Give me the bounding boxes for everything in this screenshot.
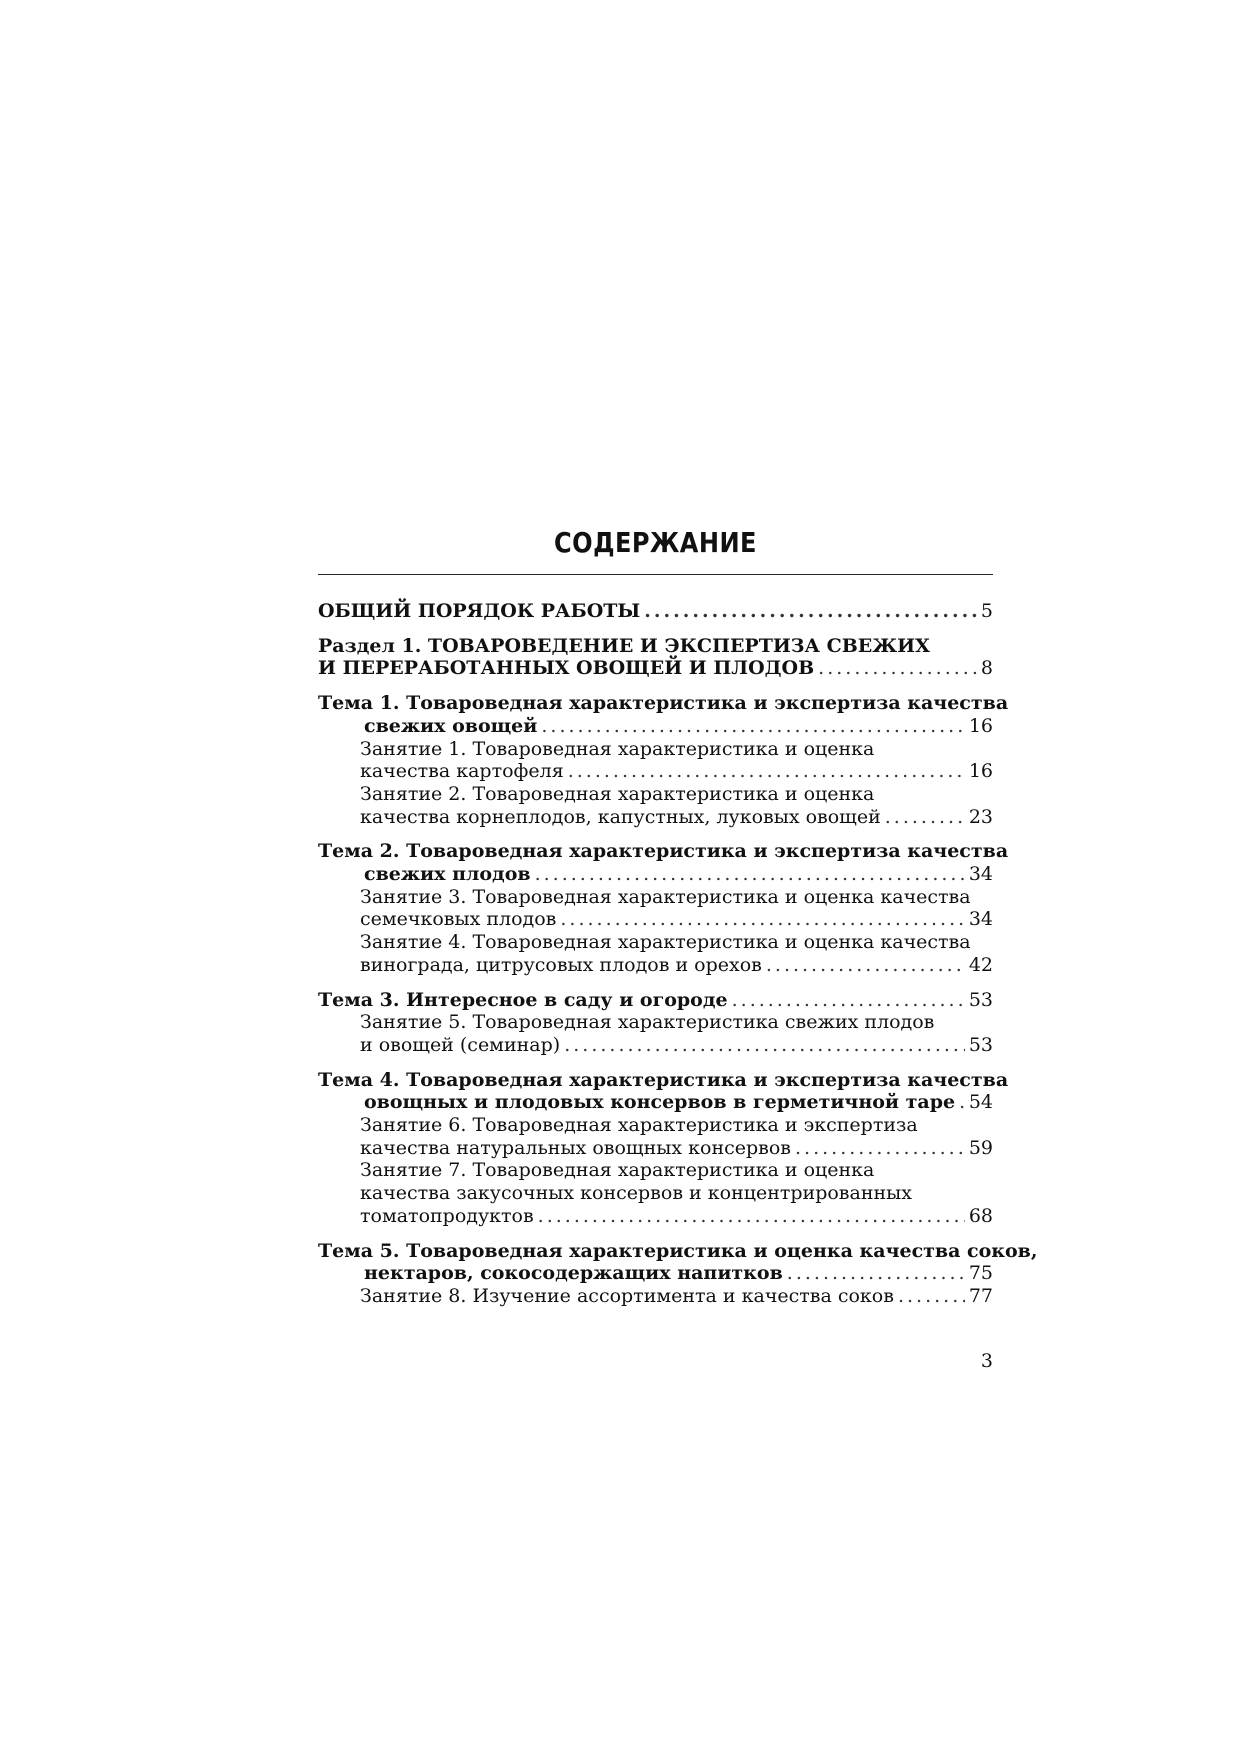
toc-entry-title: качества картофеля	[360, 760, 564, 783]
dot-leader	[538, 1205, 965, 1228]
toc-subentry[interactable]	[318, 783, 993, 806]
toc-entry-continuation[interactable]	[318, 1262, 993, 1285]
toc-entry-title: И ПЕРЕРАБОТАННЫХ ОВОЩЕЙ И ПЛОДОВ	[318, 657, 815, 680]
dot-leader	[732, 989, 965, 1012]
toc-entry-title: Тема 1. Товароведная характеристика и экспертиза качества	[318, 692, 1009, 715]
toc-subentry-continuation[interactable]	[318, 806, 993, 829]
toc-entry[interactable]	[318, 989, 993, 1012]
toc-section-topic-2	[318, 840, 1009, 976]
toc-section-topic-1	[318, 692, 1009, 828]
toc-subentry[interactable]	[318, 1285, 993, 1308]
toc-section-topic-3	[318, 989, 993, 1057]
dot-leader	[644, 600, 977, 623]
toc-entry-continuation[interactable]	[318, 863, 993, 886]
toc-entry-continuation[interactable]	[318, 657, 993, 680]
toc-entry-page: 75	[968, 1262, 993, 1285]
toc-subentry[interactable]	[318, 738, 993, 761]
dot-leader	[535, 863, 965, 886]
toc-entry-title: Занятие 5. Товароведная характеристика свежих плодов	[360, 1011, 935, 1034]
dot-leader	[898, 1285, 965, 1308]
toc-entry-page: 59	[968, 1136, 993, 1159]
toc-entry-title: Тема 5. Товароведная характеристика и оценка качества соков,	[318, 1239, 1038, 1262]
toc-subentry[interactable]	[318, 931, 993, 954]
toc-entry[interactable]	[318, 635, 993, 658]
toc-entry-title: Занятие 1. Товароведная характеристика и оценка	[360, 737, 875, 760]
toc-entry-title: свежих овощей	[364, 714, 538, 737]
dot-leader	[959, 1091, 965, 1114]
toc-entry-page: 16	[968, 714, 993, 737]
toc-entry-title: качества корнеплодов, капустных, луковых овощей	[360, 805, 881, 828]
toc-entry-page: 54	[968, 1091, 993, 1114]
toc-entry-page: 5	[980, 600, 993, 622]
toc-entry[interactable]	[318, 1239, 1038, 1263]
toc-entry-title: Тема 4. Товароведная характеристика и экспертиза качества	[318, 1068, 1009, 1091]
page-number: 3	[980, 1350, 993, 1372]
toc-entry-title: томатопродуктов	[360, 1204, 534, 1227]
toc-entry-title: нектаров, сокосодержащих напитков	[364, 1262, 783, 1285]
toc-entry-title: и овощей (семинар)	[360, 1033, 561, 1056]
toc-subentry[interactable]	[318, 1159, 993, 1182]
toc-entry-page: 34	[968, 863, 993, 886]
toc-subentry-continuation[interactable]	[318, 1137, 993, 1160]
toc-entry-page: 53	[968, 1033, 993, 1056]
toc-entry-page: 23	[968, 805, 993, 828]
toc-subentry-continuation[interactable]	[318, 908, 993, 931]
toc-entry-page: 16	[968, 760, 993, 783]
toc-entry-title: семечковых плодов	[360, 908, 557, 931]
toc-entry[interactable]	[318, 840, 1009, 863]
toc-entry-title: Занятие 4. Товароведная характеристика и оценка качества	[360, 931, 971, 954]
toc-entry-continuation[interactable]	[318, 1091, 993, 1114]
dot-leader	[766, 954, 965, 977]
toc-entry-page: 42	[968, 953, 993, 976]
toc-subentry-continuation[interactable]	[318, 1205, 993, 1228]
toc-entry-title: ОБЩИЙ ПОРЯДОК РАБОТЫ	[318, 600, 641, 622]
dot-leader	[787, 1262, 965, 1285]
dot-leader	[885, 806, 965, 829]
toc-subentry-continuation[interactable]	[318, 1034, 993, 1057]
toc-entry-title: Занятие 8. Изучение ассортимента и качества соков	[360, 1284, 894, 1307]
toc-entry-title: свежих плодов	[364, 863, 531, 886]
toc-entry-title: Раздел 1. ТОВАРОВЕДЕНИЕ И ЭКСПЕРТИЗА СВЕЖИХ	[318, 634, 930, 657]
toc-entry-title: Занятие 3. Товароведная характеристика и оценка качества	[360, 885, 971, 908]
toc-entry-title: овощных и плодовых консервов в герметичной таре	[364, 1091, 956, 1114]
dot-leader	[818, 657, 977, 680]
toc-entry-title: Занятие 7. Товароведная характеристика и оценка	[360, 1159, 875, 1182]
toc-entry[interactable]	[318, 1068, 1009, 1092]
toc-entry-title: Занятие 2. Товароведная характеристика и оценка	[360, 782, 875, 805]
toc-subentry[interactable]	[318, 886, 993, 909]
dot-leader	[564, 1034, 965, 1057]
toc-entry-page: 53	[968, 988, 993, 1011]
toc-section-part-1	[318, 635, 993, 680]
toc-entry-page: 8	[980, 657, 993, 680]
toc-entry-continuation[interactable]	[318, 715, 993, 738]
page-title: СОДЕРЖАНИЕ	[554, 526, 757, 559]
dot-leader	[568, 760, 965, 783]
toc-subentry[interactable]	[318, 1114, 993, 1137]
toc-subentry-continuation[interactable]	[318, 954, 993, 977]
toc-subentry[interactable]	[318, 1011, 993, 1034]
toc-entry[interactable]	[318, 692, 1009, 715]
toc-entry-title: качества натуральных овощных консервов	[360, 1136, 791, 1159]
toc-entry-title: качества закусочных консервов и концентрированных	[360, 1182, 912, 1205]
dot-leader	[541, 715, 964, 738]
dot-leader	[560, 908, 964, 931]
table-of-contents	[318, 600, 1038, 1320]
toc-entry-title: Занятие 6. Товароведная характеристика и экспертиза	[360, 1114, 918, 1137]
toc-section-topic-4	[318, 1068, 1009, 1228]
toc-subentry-continuation[interactable]	[318, 760, 993, 783]
toc-entry-page: 77	[968, 1284, 993, 1307]
toc-section-general	[318, 600, 993, 623]
dot-leader	[795, 1137, 965, 1160]
toc-entry-page: 34	[968, 908, 993, 931]
toc-section-topic-5	[318, 1239, 1038, 1308]
toc-entry-title: Тема 2. Товароведная характеристика и экспертиза качества	[318, 840, 1009, 863]
toc-entry-title: винограда, цитрусовых плодов и орехов	[360, 953, 762, 976]
toc-subentry-continuation[interactable]	[318, 1182, 993, 1205]
title-rule	[318, 574, 993, 575]
toc-entry[interactable]	[318, 600, 993, 623]
toc-entry-title: Тема 3. Интересное в саду и огороде	[318, 988, 728, 1011]
toc-entry-page: 68	[968, 1204, 993, 1227]
